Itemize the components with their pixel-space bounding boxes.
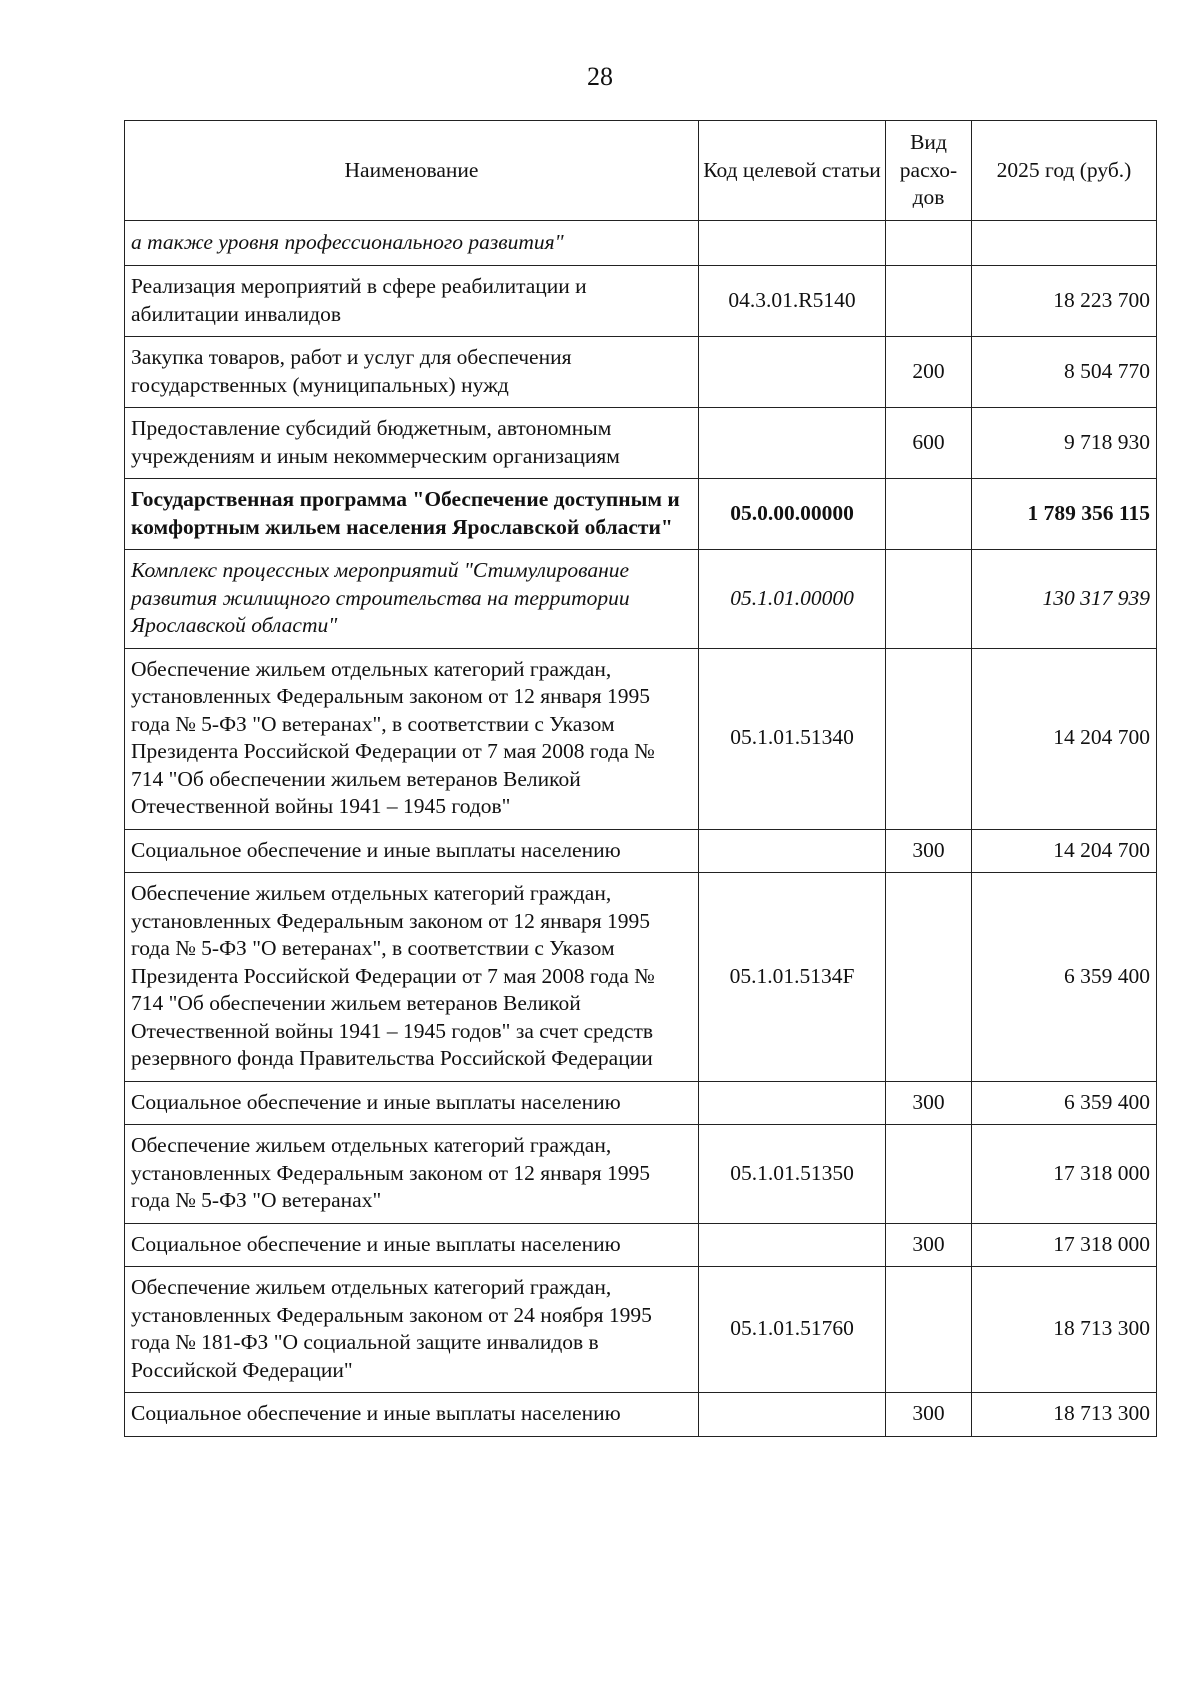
table-row [125,648,1157,829]
table-row [125,829,1157,873]
row-code-cell [699,1393,886,1437]
row-type-cell [886,648,972,829]
row-code-cell [699,220,886,266]
table-row [125,550,1157,649]
row-amount-cell: 18 223 700 [972,266,1157,337]
table-row [125,1393,1157,1437]
header-amount: 2025 год (руб.) [972,121,1157,221]
row-name-cell: Обеспечение жильем отдельных категорий граждан, установленных Федеральным законом от 24 ноября 1995 года № 181-ФЗ "О социальной защите инвалидов в Российской Федерации" [125,1267,699,1393]
table-row [125,408,1157,479]
row-amount-cell: 14 204 700 [972,648,1157,829]
row-type-cell [886,550,972,649]
row-code-cell: 04.3.01.R5140 [699,266,886,337]
row-type-cell [886,1267,972,1393]
row-type-cell: 200 [886,337,972,408]
header-code: Код целевой статьи [699,121,886,221]
row-amount-cell: 6 359 400 [972,1081,1157,1125]
row-name-cell: а также уровня профессионального развития" [125,220,699,266]
row-name-cell: Социальное обеспечение и иные выплаты населению [125,1223,699,1267]
table-row [125,1223,1157,1267]
row-name-cell: Обеспечение жильем отдельных категорий граждан, установленных Федеральным законом от 12 января 1995 года № 5-ФЗ "О ветеранах", в соответствии с Указом Президента Российской Федерации от 7 мая 2008 года № 714 "Об обеспечении жильем ветеранов Великой Отечественной войны 1941 – 1945 годов" за счет средств резервного фонда Правительства Российской Федерации [125,873,699,1082]
table-row [125,1125,1157,1224]
row-name-cell: Закупка товаров, работ и услуг для обеспечения государственных (муниципальных) нужд [125,337,699,408]
row-name-cell: Предоставление субсидий бюджетным, автономным учреждениям и иным некоммерческим организациям [125,408,699,479]
table-row [125,337,1157,408]
table-row [125,873,1157,1082]
row-code-cell: 05.1.01.51340 [699,648,886,829]
page-number: 28 [587,62,613,91]
row-type-cell [886,873,972,1082]
row-code-cell [699,408,886,479]
table-body [125,220,1157,1436]
row-name-cell: Социальное обеспечение и иные выплаты населению [125,1393,699,1437]
row-type-cell: 300 [886,1081,972,1125]
row-name-cell: Социальное обеспечение и иные выплаты населению [125,829,699,873]
header-type: Вид расхо-дов [886,121,972,221]
table-row [125,1267,1157,1393]
table-row [125,220,1157,266]
row-type-cell: 600 [886,408,972,479]
row-name-cell: Социальное обеспечение и иные выплаты населению [125,1081,699,1125]
row-amount-cell [972,220,1157,266]
table-row [125,1081,1157,1125]
row-code-cell: 05.1.01.51760 [699,1267,886,1393]
row-name-cell: Обеспечение жильем отдельных категорий граждан, установленных Федеральным законом от 12 января 1995 года № 5-ФЗ "О ветеранах", в соответствии с Указом Президента Российской Федерации от 7 мая 2008 года № 714 "Об обеспечении жильем ветеранов Великой Отечественной войны 1941 – 1945 годов" [125,648,699,829]
row-name-cell: Государственная программа "Обеспечение доступным и комфортным жильем населения Ярославской области" [125,479,699,550]
table-header-row [125,121,1157,221]
row-type-cell [886,1125,972,1224]
row-amount-cell: 14 204 700 [972,829,1157,873]
header-name: Наименование [125,121,699,221]
row-type-cell [886,266,972,337]
row-name-cell: Реализация мероприятий в сфере реабилитации и абилитации инвалидов [125,266,699,337]
row-code-cell: 05.1.01.51350 [699,1125,886,1224]
row-code-cell [699,1081,886,1125]
row-amount-cell: 130 317 939 [972,550,1157,649]
row-code-cell [699,829,886,873]
row-code-cell: 05.1.01.5134F [699,873,886,1082]
row-amount-cell: 9 718 930 [972,408,1157,479]
row-code-cell: 05.1.01.00000 [699,550,886,649]
row-name-cell: Обеспечение жильем отдельных категорий граждан, установленных Федеральным законом от 12 января 1995 года № 5-ФЗ "О ветеранах" [125,1125,699,1224]
table-row [125,266,1157,337]
row-type-cell: 300 [886,1393,972,1437]
budget-table [124,120,1157,1437]
table-row [125,479,1157,550]
row-code-cell: 05.0.00.00000 [699,479,886,550]
row-type-cell [886,220,972,266]
row-amount-cell: 8 504 770 [972,337,1157,408]
row-type-cell: 300 [886,1223,972,1267]
row-amount-cell: 1 789 356 115 [972,479,1157,550]
row-code-cell [699,1223,886,1267]
row-name-cell: Комплекс процессных мероприятий "Стимулирование развития жилищного строительства на территории Ярославской области" [125,550,699,649]
row-amount-cell: 18 713 300 [972,1267,1157,1393]
row-amount-cell: 18 713 300 [972,1393,1157,1437]
row-code-cell [699,337,886,408]
row-amount-cell: 17 318 000 [972,1223,1157,1267]
row-type-cell [886,479,972,550]
row-type-cell: 300 [886,829,972,873]
row-amount-cell: 17 318 000 [972,1125,1157,1224]
row-amount-cell: 6 359 400 [972,873,1157,1082]
